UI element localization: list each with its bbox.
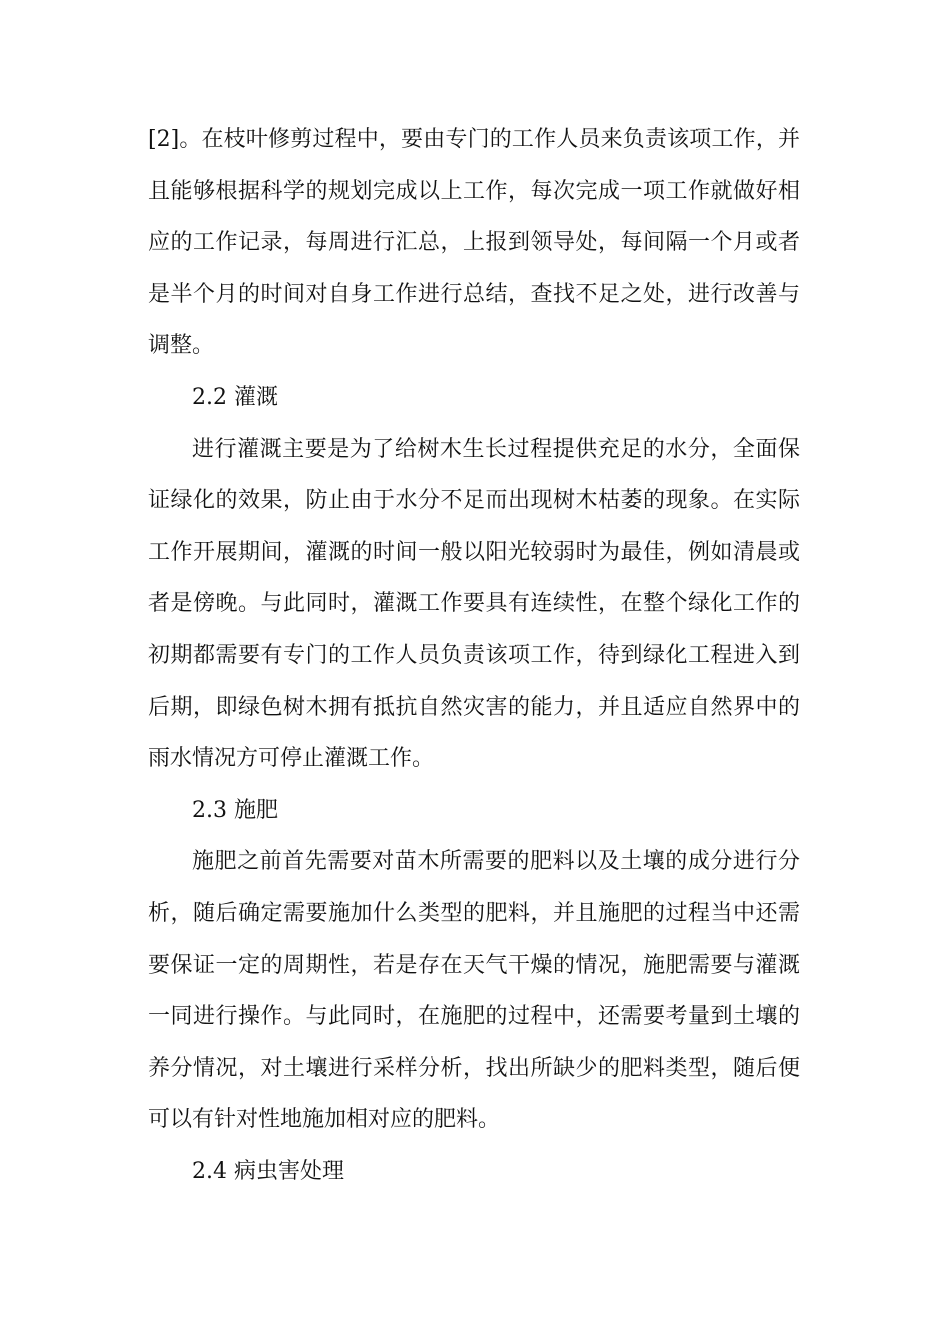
text-line: 初期都需要有专门的工作人员负责该项工作，待到绿化工程进入到 bbox=[148, 642, 800, 668]
text-line: 一同进行操作。与此同时，在施肥的过程中，还需要考量到土壤的 bbox=[148, 1004, 800, 1030]
text-line: 进行灌溉主要是为了给树木生长过程提供充足的水分，全面保 bbox=[192, 436, 800, 462]
paragraph-fertilization bbox=[148, 836, 800, 1146]
text-line: 工作开展期间，灌溉的时间一般以阳光较弱时为最佳，例如清晨或 bbox=[148, 539, 800, 565]
document-page bbox=[148, 114, 800, 1197]
text-line: 雨水情况方可停止灌溉工作。 bbox=[148, 746, 435, 772]
text-line: 者是傍晚。与此同时，灌溉工作要具有连续性，在整个绿化工作的 bbox=[148, 591, 800, 617]
section-heading-fertilization: 2.3 施肥 bbox=[192, 797, 278, 823]
text-line: 析，随后确定需要施加什么类型的肥料，并且施肥的过程当中还需 bbox=[148, 900, 800, 926]
text-line: 要保证一定的周期性，若是存在天气干燥的情况，施肥需要与灌溉 bbox=[148, 952, 800, 978]
text-line: 应的工作记录，每周进行汇总，上报到领导处，每间隔一个月或者 bbox=[148, 230, 800, 256]
paragraph-irrigation bbox=[148, 424, 800, 785]
text-line: 后期，即绿色树木拥有抵抗自然灾害的能力，并且适应自然界中的 bbox=[148, 694, 800, 720]
text-line: 施肥之前首先需要对苗木所需要的肥料以及土壤的成分进行分 bbox=[192, 849, 800, 875]
paragraph-pruning-continued bbox=[148, 114, 800, 372]
text-line: 养分情况，对土壤进行采样分析，找出所缺少的肥料类型，随后便 bbox=[148, 1055, 800, 1081]
section-heading-irrigation: 2.2 灌溉 bbox=[192, 384, 278, 410]
text-line: 调整。 bbox=[148, 333, 215, 359]
text-line: [2]。在枝叶修剪过程中，要由专门的工作人员来负责该项工作，并 bbox=[148, 127, 800, 152]
section-heading-pest-control: 2.4 病虫害处理 bbox=[192, 1158, 344, 1184]
text-line: 且能够根据科学的规划完成以上工作，每次完成一项工作就做好相 bbox=[148, 178, 800, 204]
text-line: 可以有针对性地施加相对应的肥料。 bbox=[148, 1107, 501, 1133]
text-line: 是半个月的时间对自身工作进行总结，查找不足之处，进行改善与 bbox=[148, 281, 800, 307]
text-line: 证绿化的效果，防止由于水分不足而出现树木枯萎的现象。在实际 bbox=[148, 488, 800, 514]
